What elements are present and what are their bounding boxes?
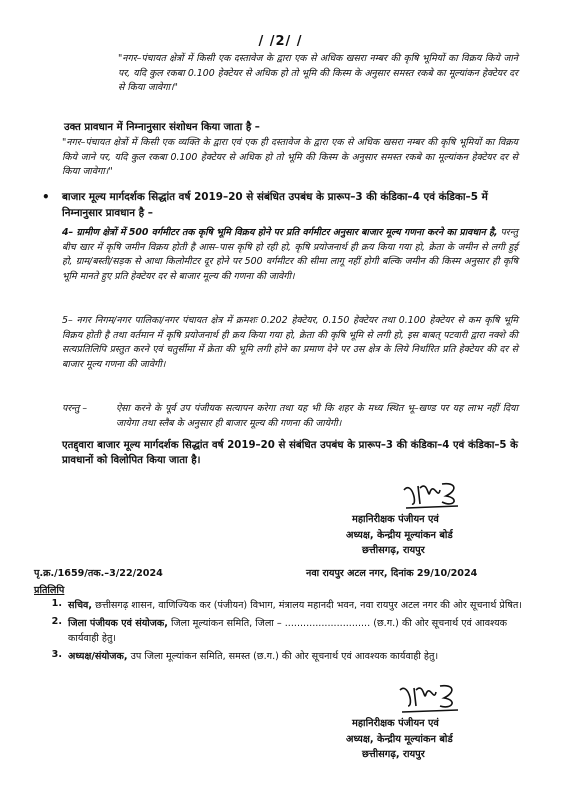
list-item-recipient: सचिव, bbox=[68, 600, 93, 611]
list-item-text bbox=[68, 616, 528, 646]
reference-place-date: नवा रायपुर अटल नगर, दिनांक 29/10/2024 bbox=[306, 568, 478, 579]
list-item-number: 3. bbox=[51, 649, 62, 660]
signatory-title: महानिरीक्षक पंजीयन एवं bbox=[352, 514, 439, 525]
signature-1 bbox=[398, 478, 468, 512]
signatory-designation: अध्यक्ष, केन्द्रीय मूल्यांकन बोर्ड bbox=[346, 529, 453, 541]
list-item-recipient: जिला पंजीयक एवं संयोजक, bbox=[68, 618, 168, 629]
signature-2 bbox=[396, 680, 468, 716]
proviso-label: परन्तु – bbox=[62, 403, 88, 414]
list-item-number: 1. bbox=[51, 598, 62, 609]
bullet-marker: • bbox=[42, 190, 50, 204]
proviso-text: ऐसा करने के पूर्व उप पंजीयक सत्यापन करेगा तथा यह भी कि शहर के मध्य स्थित भू–खण्ड पर यह लाभ नहीं दिया जायेगा तथा स्लैब के अनुसार ही बाजार मूल्य की गणना की जायेगी। bbox=[116, 403, 518, 429]
clause-4-heading: 4– ग्रामीण क्षेत्रों में 500 वर्गमीटर तक कृषि भूमि विक्रय होने पर प्रति वर्गमीटर अनुसार बाजार मूल्य गणना करने का प्रावधान है, bbox=[62, 227, 498, 238]
list-item bbox=[34, 598, 534, 613]
clause-5: 5– नगर निगम/नगर पालिका/नगर पंचायत क्षेत्र में क्रमशः 0.202 हेक्टेयर, 0.150 हेक्टेयर तथा 0.100 हेक्टेयर से कम कृषि भूमि विक्रय होती है तथा वर्तमान में कृषि प्रयोजनार्थ ही क्रय किया गया हो, क्रेता की कृषि भूमि से लगी हो, इस बाबत् पटवारी द्वारा नक्शे की सत्यप्रतिलिपि प्रस्तुत करने एवं चतुर्सीमा में क्रेता की भूमि लगी होने का प्रमाण देने पर उस क्षेत्र के लिये निर्धारित प्रति हेक्टेयर की दर से बाजार मूल्य गणना की जावेगी। bbox=[62, 315, 518, 370]
copy-to-heading: प्रतिलिपि bbox=[34, 585, 65, 596]
amendment-intro: उक्त प्रावधान में निम्नानुसार संशोधन किया जाता है – bbox=[64, 122, 260, 133]
list-item bbox=[34, 616, 534, 646]
signatory-designation: अध्यक्ष, केन्द्रीय मूल्यांकन बोर्ड bbox=[346, 733, 453, 745]
clause-4-body: परन्तु बीच खार में कृषि जमीन विक्रय होती है आस–पास कृषि हो रही हो, कृषि प्रयोजनार्थ ही क्रय किया गया हो, क्रेता के जमीन से लगी हुई हो, ग्राम/बस्ती/सड़क से आधा किलोमीटर दूर होने पर 500 वर्गमीटर की सीमा लागू नहीं होगी बल्कि जमीन की किस्म अनुसार ही कृषि भूमि मानते हुए प्रति हेक्टेयर दर से बाजार मूल्य की गणना की जावेगी। bbox=[62, 227, 518, 282]
clause-4 bbox=[62, 226, 518, 284]
signatory-location: छत्तीसगढ़, रायपुर bbox=[362, 749, 425, 760]
quoted-amended-provision: "नगर–पंचायत क्षेत्रों में किसी एक व्यक्ति के द्वारा एवं एक ही दस्तावेज के द्वारा एक से अधिक खसरा नम्बर की कृषि भूमियों का विक्रय किये जाने पर, यदि कुल रकबा 0.100 हेक्टेयर से अधिक हो तो भूमि की किस्म के अनुसार समस्त रकबे का मूल्यांकन हेक्टेयर दर से किया जावेगा।" bbox=[62, 137, 518, 178]
quoted-original-provision: "नगर–पंचायत क्षेत्रों में किसी एक दस्तावेज के द्वारा एक से अधिक खसरा नम्बर की कृषि भूमियों का विक्रय किये जाने पर, यदि कुल रकबा 0.100 हेक्टेयर से अधिक हो तो भूमि की किस्म के अनुसार समस्त रकबे का मूल्यांकन हेक्टेयर दर से किया जावेगा।" bbox=[118, 53, 518, 94]
signatory-block-2 bbox=[346, 716, 536, 763]
list-item-body: जिला मूल्यांकन समिति, जिला – ............................ (छ.ग.) की ओर सूचनार्थ एवं आवश्यक कार्यवाही हेतु। bbox=[68, 618, 508, 644]
copy-list bbox=[34, 598, 534, 664]
list-item-number: 2. bbox=[51, 616, 62, 627]
page-number: / /2/ / bbox=[258, 34, 303, 49]
signatory-block-1 bbox=[346, 512, 536, 559]
list-item-body: उप जिला मूल्यांकन समिति, समस्त (छ.ग.) की ओर सूचनार्थ एवं आवश्यक कार्यवाही हेतु। bbox=[127, 651, 439, 662]
conclusion-statement: एतद्द्वारा बाजार मूल्य मार्गदर्शक सिद्धांत वर्ष 2019–20 से संबंधित उपबंध के प्रारूप–3 की कंडिका–4 एवं कंडिका–5 के प्रावधानों को विलोपित किया जाता है। bbox=[62, 440, 518, 466]
guideline-provision-intro: बाजार मूल्य मार्गदर्शक सिद्धांत वर्ष 2019–20 से संबंधित उपबंध के प्रारूप–3 की कंडिका–4 एवं कंडिका–5 में निम्नानुसार प्रावधान है – bbox=[62, 191, 488, 219]
signatory-location: छत्तीसगढ़, रायपुर bbox=[362, 545, 425, 556]
list-item-text bbox=[68, 649, 528, 664]
signatory-title: महानिरीक्षक पंजीयन एवं bbox=[352, 718, 439, 729]
reference-number: पृ.क्र./1659/तक.–3/22/2024 bbox=[34, 568, 163, 579]
list-item-body: छत्तीसगढ़ शासन, वाणिज्यिक कर (पंजीयन) विभाग, मंत्रालय महानदी भवन, नवा रायपुर अटल नगर की ओर सूचनार्थ प्रेषित। bbox=[92, 600, 523, 611]
list-item-text bbox=[68, 598, 528, 613]
list-item bbox=[34, 649, 534, 664]
list-item-recipient: अध्यक्ष/संयोजक, bbox=[68, 651, 128, 662]
